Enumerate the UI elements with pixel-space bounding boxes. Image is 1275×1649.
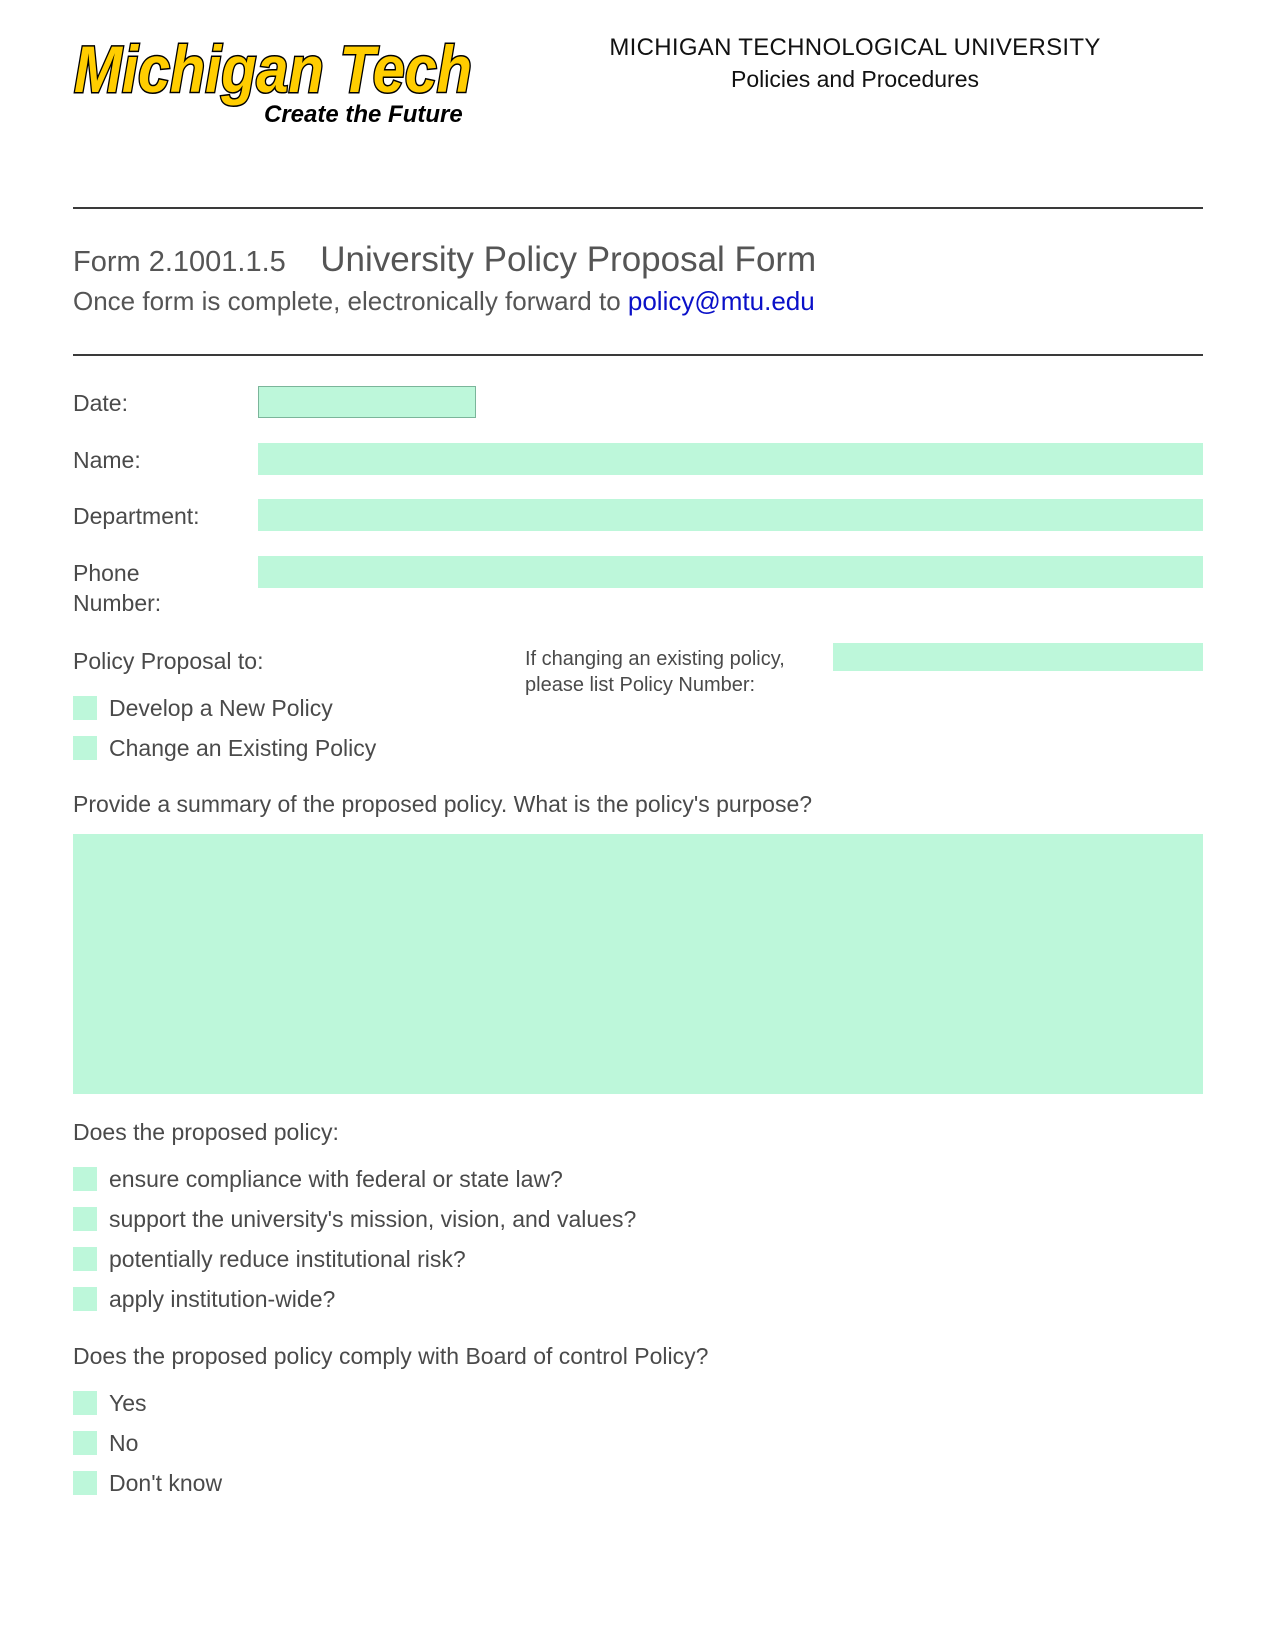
form-title-row xyxy=(73,240,816,280)
comply-yes-label: Yes xyxy=(109,1390,147,1416)
policy-email-link[interactable]: policy@mtu.edu xyxy=(627,286,815,316)
header-subtitle: Policies and Procedures xyxy=(730,66,980,92)
form-title: University Policy Proposal Form xyxy=(320,240,817,279)
proposal-heading: Policy Proposal to: xyxy=(73,648,264,674)
name-field[interactable] xyxy=(258,443,1203,475)
mission-values-label: support the university's mission, vision, and values? xyxy=(109,1206,637,1232)
form-instruction: Once form is complete, electronically forward to xyxy=(73,286,621,316)
reduce-risk-checkbox[interactable] xyxy=(73,1247,97,1271)
comply-no-checkbox[interactable] xyxy=(73,1431,97,1455)
mission-values-checkbox[interactable] xyxy=(73,1207,97,1231)
comply-yes-checkbox[interactable] xyxy=(73,1391,97,1415)
bottom-divider xyxy=(73,354,1203,356)
form-number: Form 2.1001.1.5 xyxy=(73,246,286,278)
date-label: Date: xyxy=(73,390,128,416)
institution-wide-checkbox[interactable] xyxy=(73,1287,97,1311)
department-label: Department: xyxy=(73,503,200,529)
comply-dont-know-checkbox[interactable] xyxy=(73,1471,97,1495)
change-existing-policy-label: Change an Existing Policy xyxy=(109,735,377,761)
summary-textarea[interactable] xyxy=(73,834,1203,1094)
policy-number-label-line1: If changing an existing policy, xyxy=(525,648,785,670)
department-field[interactable] xyxy=(258,499,1203,531)
comply-heading: Does the proposed policy comply with Board of control Policy? xyxy=(73,1343,709,1369)
comply-no-label: No xyxy=(109,1430,139,1456)
logo-graphic xyxy=(70,28,490,128)
reduce-risk-label: potentially reduce institutional risk? xyxy=(109,1246,466,1272)
summary-question: Provide a summary of the proposed policy. What is the policy's purpose? xyxy=(73,791,813,817)
develop-new-policy-checkbox[interactable] xyxy=(73,696,97,720)
university-name: MICHIGAN TECHNOLOGICAL UNIVERSITY xyxy=(609,34,1101,61)
compliance-law-label: ensure compliance with federal or state law? xyxy=(109,1166,563,1192)
compliance-law-checkbox[interactable] xyxy=(73,1167,97,1191)
phone-field[interactable] xyxy=(258,556,1203,588)
policy-number-field[interactable] xyxy=(833,643,1203,671)
develop-new-policy-label: Develop a New Policy xyxy=(109,695,333,721)
logo-tagline: Create the Future xyxy=(264,101,463,128)
michigan-tech-logo xyxy=(70,28,490,128)
policy-number-label-line2: please list Policy Number: xyxy=(525,674,756,696)
institution-wide-label: apply institution-wide? xyxy=(109,1286,336,1312)
phone-label-line1: Phone xyxy=(73,560,140,586)
top-divider xyxy=(73,207,1203,209)
comply-dont-know-label: Don't know xyxy=(109,1470,223,1496)
change-existing-policy-checkbox[interactable] xyxy=(73,736,97,760)
date-field[interactable] xyxy=(258,386,476,418)
does-heading: Does the proposed policy: xyxy=(73,1119,339,1145)
form-instruction-row xyxy=(73,286,815,317)
name-label: Name: xyxy=(73,447,141,473)
logo-wordmark: Michigan Tech xyxy=(74,32,472,106)
phone-label-line2: Number: xyxy=(73,590,162,616)
